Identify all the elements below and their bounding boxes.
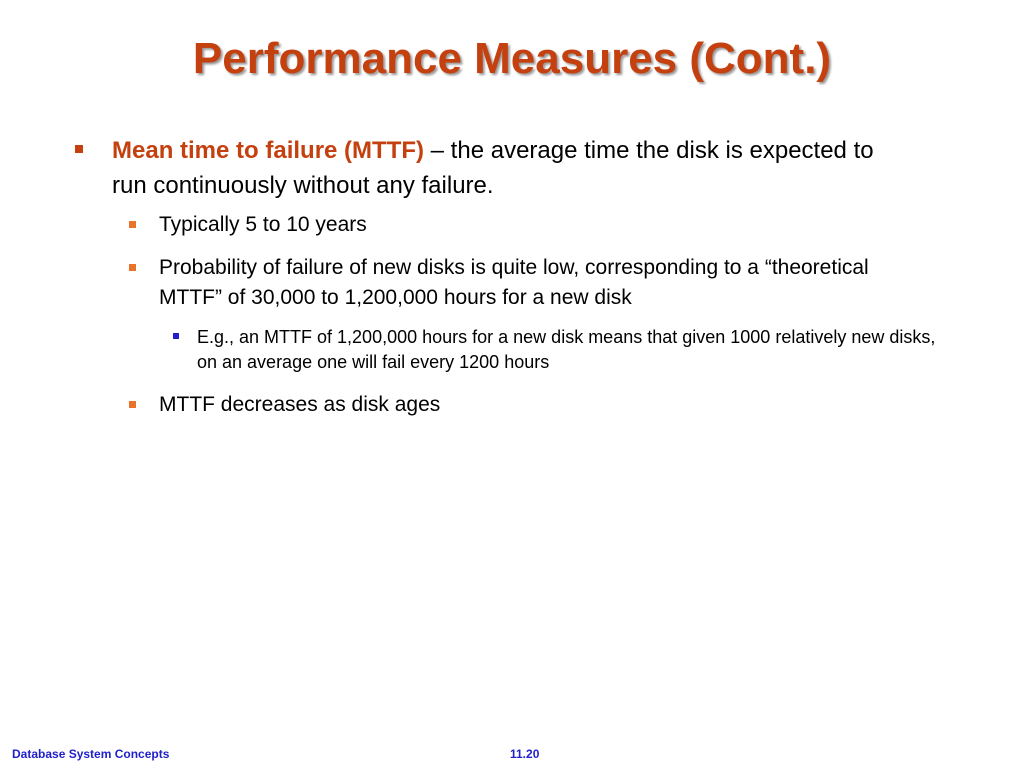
square-bullet-icon xyxy=(75,145,83,153)
bullet-mttf xyxy=(112,133,912,203)
bullet-text: – the average time the disk is expected to run continuously without any failure. xyxy=(112,137,874,199)
bullet-text: E.g., an MTTF of 1,200,000 hours for a new disk means that given 1000 relatively new disks, on an average one will fail every 1200 hours xyxy=(197,327,936,372)
sub-bullet-mttf-decreases xyxy=(159,390,919,420)
bullet-text: Probability of failure of new disks is quite low, corresponding to a “theoretical MTTF” of 30,000 to 1,200,000 hours for a new disk xyxy=(159,256,869,309)
bullet-text: Typically 5 to 10 years xyxy=(159,213,367,236)
sub-bullet-failure-probability xyxy=(159,253,919,313)
bullet-text: MTTF decreases as disk ages xyxy=(159,393,441,416)
square-bullet-icon xyxy=(173,333,179,339)
square-bullet-icon xyxy=(129,264,136,271)
square-bullet-icon xyxy=(129,221,136,228)
sub-bullet-typical-lifetime xyxy=(159,210,919,240)
sub-sub-bullet-example xyxy=(197,325,957,375)
square-bullet-icon xyxy=(129,401,136,408)
footer-course-title: Database System Concepts xyxy=(12,747,170,761)
bullet-term: Mean time to failure (MTTF) xyxy=(112,137,424,164)
slide-title: Performance Measures (Cont.) xyxy=(192,34,832,83)
footer-slide-number: 11.20 xyxy=(510,747,540,761)
